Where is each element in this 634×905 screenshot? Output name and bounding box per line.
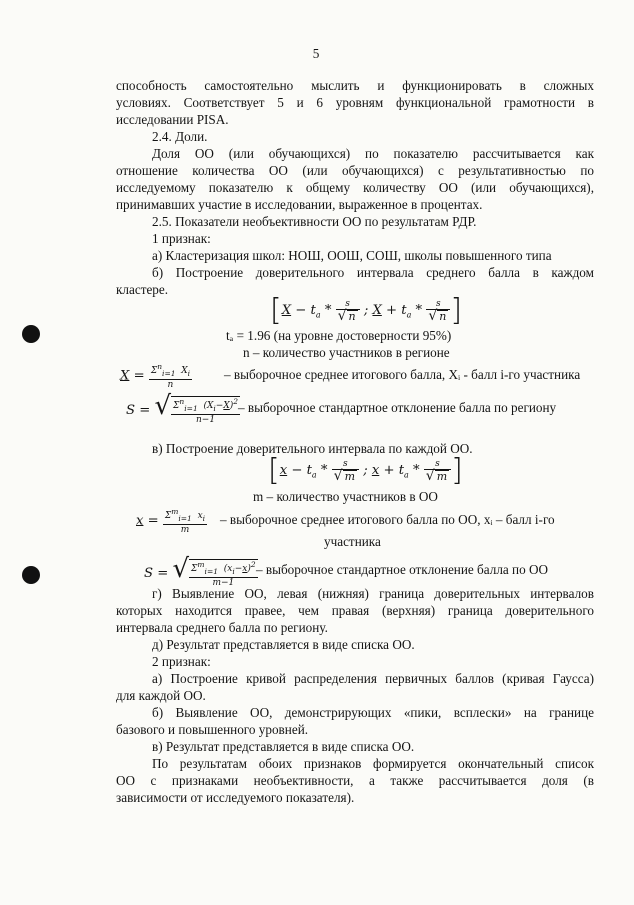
- section-heading: 2.4. Доли.: [152, 129, 208, 144]
- text-line: принимавших участие в исследовании, выраженное в процентах.: [116, 197, 483, 212]
- sd-oo-description: – выборочное стандартное отклонение балла по ОО: [256, 562, 549, 577]
- page-number: 5: [312, 46, 320, 61]
- text-line: зависимости от исследуемого показателя).: [116, 790, 355, 805]
- formula-sd-region: S = √ $\frac{\Sigma^n_{i=1} (X_i-X)^2}{n-1}$: [126, 391, 239, 425]
- section-heading: 2.5. Показатели необъективности ОО по результатам РДР.: [152, 214, 477, 229]
- text-line: б) Выявление ОО, демонстрирующих «пики, всплески» на границе: [152, 705, 594, 720]
- text-line: а) Кластеризация школ: НОШ, ООШ, СОШ, школы повышенного типа: [152, 248, 552, 263]
- text-line: г) Выявление ОО, левая (нижняя) граница доверительных интервалов: [152, 586, 594, 601]
- ta-line: tₐ = 1.96 (на уровне достоверности 95%): [226, 328, 452, 343]
- mean-region-description: – выборочное среднее итогового балла, Xᵢ - балл i-го участника: [224, 367, 581, 382]
- text-line: б) Построение доверительного интервала среднего балла в каждом: [152, 265, 594, 280]
- text-line: способность самостоятельно мыслить и функционировать в сложных: [116, 78, 594, 93]
- formula-mean-oo: x = $\frac{\Sigma^m_{i=1} x_i}{m}$: [136, 507, 206, 535]
- text-line: 1 признак:: [152, 231, 211, 246]
- formula-ci-oo: [$x - t_a$ * $\frac{s}{√ m}$ ; $x + t_a$ * $\frac{s}{√ m}$ ]: [268, 452, 463, 488]
- text-line: условиях. Соответствует 5 и 6 уровням функциональной грамотности в: [116, 95, 594, 110]
- n-description: n – количество участников в регионе: [243, 345, 450, 360]
- text-line: исследовании PISA.: [116, 112, 229, 127]
- text-line: 2 признак:: [152, 654, 211, 669]
- text-line: в) Результат представляется в виде списка ОО.: [152, 739, 415, 754]
- formula-ci-region: [$X - t_a$ * $\frac{s}{√ n}$ ; $X + t_a$ * $\frac{s}{√ n}$ ]: [270, 292, 463, 328]
- text-line: кластере.: [116, 282, 169, 297]
- text-line: исследуемому показателю к общему количеству ОО (или обучающихся),: [116, 180, 594, 195]
- text-line: которых находится правее, чем правая (верхняя) граница доверительного: [116, 603, 594, 618]
- formula-mean-region: X = $\frac{\Sigma^n_{i=1} X_i}{n}$: [120, 362, 191, 390]
- sd-region-description: – выборочное стандартное отклонение балла по региону: [238, 400, 557, 415]
- text-line: По результатам обоих признаков формируется окончательный список: [152, 756, 594, 771]
- punch-hole-2: [22, 566, 40, 584]
- text-line: интервала среднего балла по региону.: [116, 620, 328, 635]
- mean-oo-description: – выборочное среднее итогового балла по ОО, xᵢ – балл i-го: [220, 512, 555, 527]
- text-line: для каждой ОО.: [116, 688, 206, 703]
- text-line: Доля ОО (или обучающихся) по показателю рассчитывается как: [152, 146, 594, 161]
- punch-hole-1: [22, 325, 40, 343]
- text-line: отношение количества ОО (или обучающихся) с результативностью по: [116, 163, 594, 178]
- text-line: д) Результат представляется в виде списка ОО.: [152, 637, 415, 652]
- text-line: ОО с признаками необъективности, а также рассчитывается доля (в: [116, 773, 594, 788]
- text-line: базового и повышенного уровней.: [116, 722, 309, 737]
- mean-oo-description-cont: участника: [324, 534, 381, 549]
- formula-sd-oo: S = √ $\frac{\Sigma^m_{i=1} (x_i-x)^2}{m-1}$: [144, 554, 256, 588]
- text-line: в) Построение доверительного интервала по каждой ОО.: [152, 441, 473, 456]
- m-description: m – количество участников в ОО: [253, 489, 438, 504]
- text-line: а) Построение кривой распределения первичных баллов (кривая Гаусса): [152, 671, 594, 686]
